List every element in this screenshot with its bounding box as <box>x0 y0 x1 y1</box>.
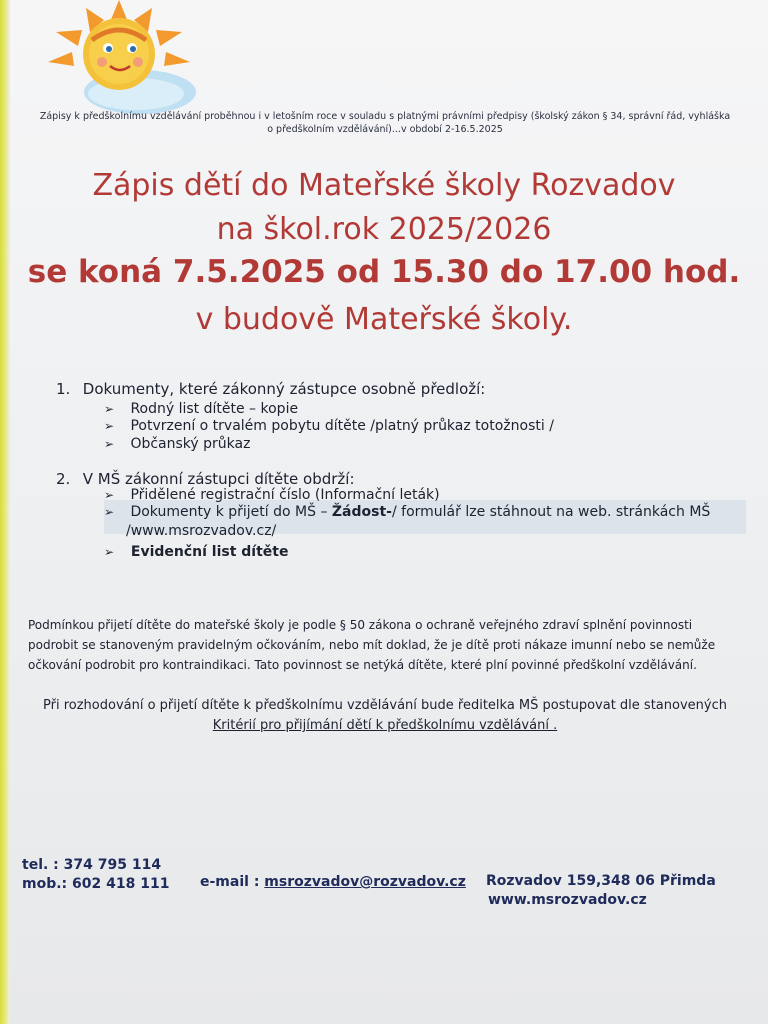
list-item <box>104 487 440 503</box>
headline-date-time: se koná 7.5.2025 od 15.30 do 17.00 hod. <box>27 254 741 290</box>
list-item-text: Občanský průkaz <box>130 436 251 452</box>
website-link[interactable]: www.msrozvadov.cz <box>488 892 647 908</box>
paper-edge <box>0 0 10 1024</box>
address: Rozvadov 159,348 06 Přimda <box>486 873 716 889</box>
paragraph-line: očkování podrobit pro kontraindikaci. Tato povinnost se netýká dítěte, které plní povinné předškolní vzdělávání. <box>28 658 697 672</box>
list-item <box>104 504 710 520</box>
paragraph-line: Při rozhodování o přijetí dítěte k předškolnímu vzdělávání bude ředitelka MŠ postupovat dle stanovených <box>43 698 727 713</box>
arrow-bullet-icon: ➢ <box>104 488 115 502</box>
section-2-title: V MŠ zákonní zástupci dítěte obdrží: <box>82 470 355 488</box>
list-item-text-pre: Dokumenty k přijetí do MŠ – <box>130 504 332 520</box>
arrow-bullet-icon: ➢ <box>104 402 115 416</box>
section-2-heading <box>56 470 355 488</box>
email-link[interactable]: msrozvadov@rozvadov.cz <box>264 874 466 890</box>
legal-notice <box>30 110 740 136</box>
criteria-link[interactable]: Kritérií pro přijímání dětí k předškolnímu vzdělávání . <box>212 718 558 733</box>
section-1-title: Dokumenty, které zákonný zástupce osobně předloží: <box>82 380 486 398</box>
section-1-heading <box>56 380 485 398</box>
headline-title: Zápis dětí do Mateřské školy Rozvadov <box>92 168 676 203</box>
criteria-paragraph <box>20 696 750 736</box>
application-form-label: Žádost- <box>331 504 392 520</box>
paragraph-line: podrobit se stanoveným pravidelným očkováním, nebo mít doklad, že je dítě proti nákaze imunní nebo se nemůže <box>28 638 716 652</box>
phone-number: tel. : 374 795 114 <box>22 857 162 873</box>
vaccination-paragraph <box>28 615 738 675</box>
email-line <box>200 874 466 890</box>
headline-location: v budově Mateřské školy. <box>195 302 573 337</box>
list-item-text: Rodný list dítěte – kopie <box>130 401 299 417</box>
sun-logo-icon <box>40 0 198 118</box>
list-item-text: Potvrzení o trvalém pobytu dítěte /platný průkaz totožnosti / <box>130 418 554 434</box>
arrow-bullet-icon: ➢ <box>104 505 115 519</box>
list-item <box>104 401 298 417</box>
headline-school-year: na škol.rok 2025/2026 <box>216 212 552 247</box>
website-path: /www.msrozvadov.cz/ <box>126 523 277 539</box>
notice-line-2: o předškolním vzdělávání)...v období 2-16.5.2025 <box>267 124 503 135</box>
arrow-bullet-icon: ➢ <box>104 437 115 451</box>
section-2-number: 2. <box>56 470 71 488</box>
list-item-text: Evidenční list dítěte <box>130 544 289 560</box>
mobile-number: mob.: 602 418 111 <box>22 876 170 892</box>
list-item-text-post: / formulář lze stáhnout na web. stránkách MŠ <box>391 504 711 520</box>
notice-line-1: Zápisy k předškolnímu vzdělávání proběhnou i v letošním roce v souladu s platnými právními předpisy (školský zákon § 34, správní řád, vyhláška <box>39 111 731 122</box>
paragraph-line: Podmínkou přijetí dítěte do mateřské školy je podle § 50 zákona o ochraně veřejného zdraví splnění povinnosti <box>28 618 693 632</box>
list-item <box>104 436 250 452</box>
list-item <box>104 544 288 560</box>
list-item-text: Přidělené registrační číslo (Informační leták) <box>130 487 440 503</box>
arrow-bullet-icon: ➢ <box>104 419 115 433</box>
arrow-bullet-icon: ➢ <box>104 545 115 559</box>
email-label: e-mail : <box>200 874 265 890</box>
list-item <box>104 418 554 434</box>
section-1-number: 1. <box>56 380 71 398</box>
